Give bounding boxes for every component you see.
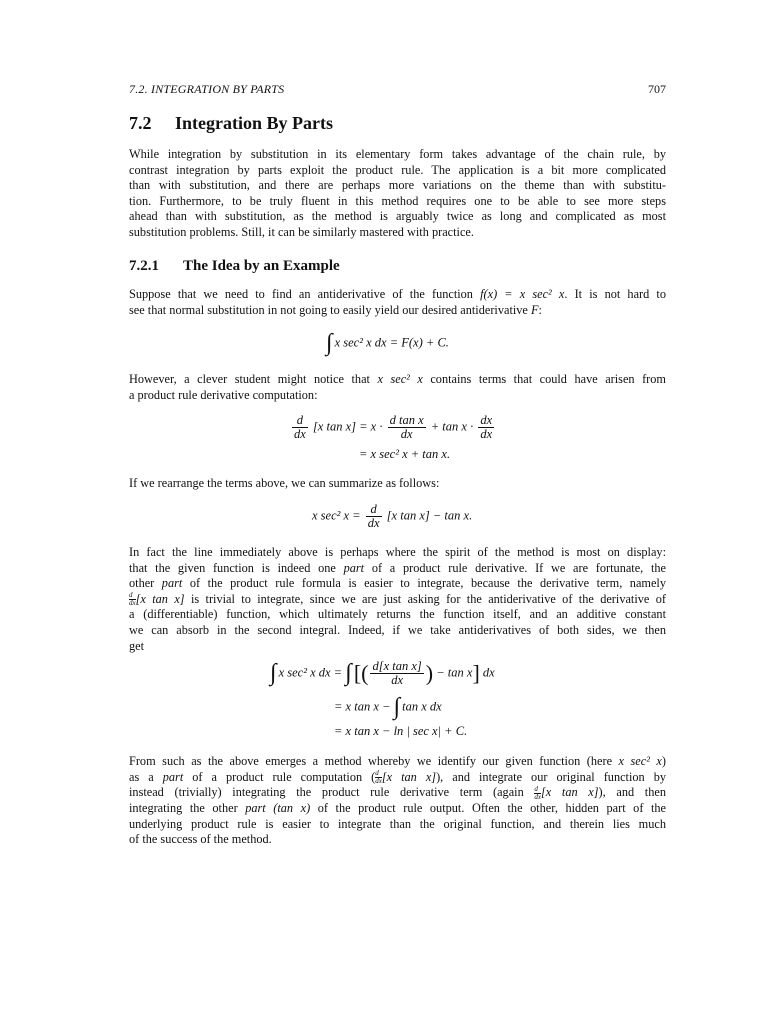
denominator: dx [480, 427, 493, 441]
paren: ( [361, 660, 369, 686]
numerator: d[x tan x] [372, 659, 422, 673]
integral-sign: ∫ [270, 660, 277, 686]
fraction [370, 660, 423, 687]
text: of the product rule output. Often the other, hidden part of the [310, 800, 666, 815]
paragraph-rearrange [129, 476, 666, 492]
text-line [129, 303, 666, 319]
subsection-title: The Idea by an Example [183, 258, 340, 274]
text-line [129, 561, 666, 577]
text: instead (trivially) integrating the product rule derivative term (again [129, 785, 535, 800]
text-line: tion. Furthermore, to be truly fluent in this method requires one to be able to see more steps [129, 193, 666, 208]
math: + tan x · [430, 419, 474, 434]
equation-3 [312, 503, 472, 530]
text-line: While integration by substitution in its elementary form takes advantage of the chain rule, by [129, 147, 666, 161]
text: From such as the above emerges a method whereby we identify our given function (here [129, 754, 619, 768]
text-line [129, 801, 666, 817]
math: [x tan x] [135, 591, 185, 606]
running-header [129, 82, 666, 98]
math: x sec² x = [312, 508, 361, 523]
bracket: ] [472, 660, 480, 686]
math: = F(x) + C. [389, 335, 449, 350]
text: see that normal substitution in not going to easily yield our desired antiderivative [129, 302, 531, 317]
text-line [129, 754, 666, 770]
text-line [129, 785, 666, 801]
fraction [478, 414, 494, 441]
equation-2-line-2 [359, 447, 450, 462]
text-line: ahead than with substitution, as the method is arguably twice as long and complicated as most [129, 209, 666, 224]
math: f(x) = x sec² x [480, 287, 565, 301]
text: . It is not hard to [564, 287, 666, 301]
math: x sec² x dx = [278, 665, 343, 680]
denominator: dx [367, 516, 380, 530]
numerator: d [370, 502, 377, 516]
denominator: dx [370, 673, 423, 687]
text: ), and then [598, 785, 666, 800]
math: (tan x) [265, 800, 311, 815]
text: However, a clever student might notice that [129, 372, 378, 386]
integral-sign: ∫ [345, 660, 352, 686]
text-line: contrast integration by parts exploit the product rule. The application is a bit more complicated [129, 162, 666, 177]
denominator: dx [129, 599, 136, 608]
text: integrating the other [129, 800, 246, 815]
integral-sign: ∫ [326, 330, 333, 356]
text-line: If we rearrange the terms above, we can summarize as follows: [129, 476, 440, 490]
text-line: we can absorb in the second integral. Indeed, if we take antiderivatives of both sides, we then [129, 623, 666, 638]
math: x sec² x [618, 754, 662, 768]
math: x sec² x [377, 372, 423, 386]
equation-2-line-1 [290, 414, 496, 441]
section-heading [129, 113, 333, 134]
text-line: a (differentiable) function, which ultimately returns the function itself, and an additive constant [129, 607, 666, 622]
text-line [129, 576, 666, 592]
text: other [129, 576, 162, 591]
fraction [388, 414, 426, 441]
emphasis: part [162, 769, 184, 784]
text-line [129, 770, 666, 786]
intro-paragraph [129, 147, 666, 241]
denominator: dx [388, 427, 426, 441]
numerator: dx [480, 413, 493, 427]
text-line: underlying product rule is easier to integrate than the original function, and therein lies much [129, 816, 666, 831]
paragraph-spirit [129, 545, 666, 654]
math: dx [482, 665, 495, 680]
text-line [129, 372, 666, 388]
equation-4-line-3 [334, 724, 467, 739]
math: [x tan x] [381, 769, 437, 784]
denominator: dx [294, 427, 306, 441]
equation-1 [326, 330, 449, 357]
text: : [538, 302, 542, 317]
math: = x sec² x + tan x. [359, 447, 451, 461]
text: is trivial to integrate, since we are just asking for the antiderivative of the derivative of [184, 591, 666, 606]
text-line: substitution problems. Still, it can be similarly mastered with practice. [129, 224, 474, 239]
section-number: 7.2 [129, 113, 152, 133]
emphasis: part [245, 800, 266, 815]
math: F [530, 302, 539, 317]
paragraph-example [129, 287, 666, 318]
text-line: than with substitution, and there are perhaps more variations on the theme than with substitu- [129, 178, 666, 193]
numerator: d [129, 591, 133, 600]
text: contains terms that could have arisen from [422, 372, 666, 386]
text-line [129, 592, 666, 608]
subsection-heading [129, 258, 340, 275]
text-line: get [129, 638, 145, 653]
denominator: dx [534, 792, 541, 801]
bracket: [ [353, 660, 362, 686]
text-line [129, 287, 666, 303]
text-line: of the success of the method. [129, 832, 272, 847]
running-title: 7.2. INTEGRATION BY PARTS [129, 82, 285, 96]
integral-sign: ∫ [393, 694, 401, 720]
math: [x tan x] = x · [312, 419, 383, 434]
text: that the given function is indeed one [129, 560, 344, 575]
page-number: 707 [648, 82, 666, 96]
text: ) [661, 754, 666, 768]
numerator: d tan x [389, 413, 424, 427]
paren: ) [425, 660, 434, 686]
math: = x tan x − [334, 699, 391, 714]
section-title: Integration By Parts [175, 113, 333, 133]
math: [x tan x] [541, 785, 599, 800]
math: x sec² x dx [334, 335, 387, 350]
emphasis: part [161, 576, 183, 591]
numerator: d [375, 769, 379, 778]
text-line: a product rule derivative computation: [129, 387, 318, 402]
math: tan x dx [402, 699, 442, 714]
equation-4-line-1 [270, 660, 495, 687]
text-line: In fact the line immediately above is perhaps where the spirit of the method is most on display: [129, 545, 666, 559]
text: of a product rule computation ( [183, 769, 376, 784]
text: Suppose that we need to find an antiderivative of the function [129, 287, 481, 301]
numerator: d [534, 784, 538, 793]
math: = x tan x − ln | sec x| + C. [334, 724, 468, 738]
inline-fraction [534, 786, 541, 801]
text: of a product rule derivative. If we are fortunate, the [364, 560, 667, 575]
subsection-number: 7.2.1 [129, 258, 159, 274]
fraction [366, 503, 382, 530]
fraction [292, 414, 308, 441]
inline-fraction [375, 770, 382, 785]
denominator: dx [375, 777, 382, 786]
paragraph-method [129, 754, 666, 848]
equation-4-line-2 [334, 694, 442, 721]
math: − tan x [436, 665, 473, 680]
emphasis: part [343, 560, 365, 575]
text: ), and integrate our original function by [436, 769, 666, 784]
text: of the product rule formula is easier to integrate, because the derivative term, namely [182, 576, 666, 591]
inline-fraction [129, 592, 136, 607]
numerator: d [296, 413, 304, 427]
text: as a [129, 769, 163, 784]
paragraph-clever [129, 372, 666, 403]
math: [x tan x] − tan x. [386, 508, 473, 523]
